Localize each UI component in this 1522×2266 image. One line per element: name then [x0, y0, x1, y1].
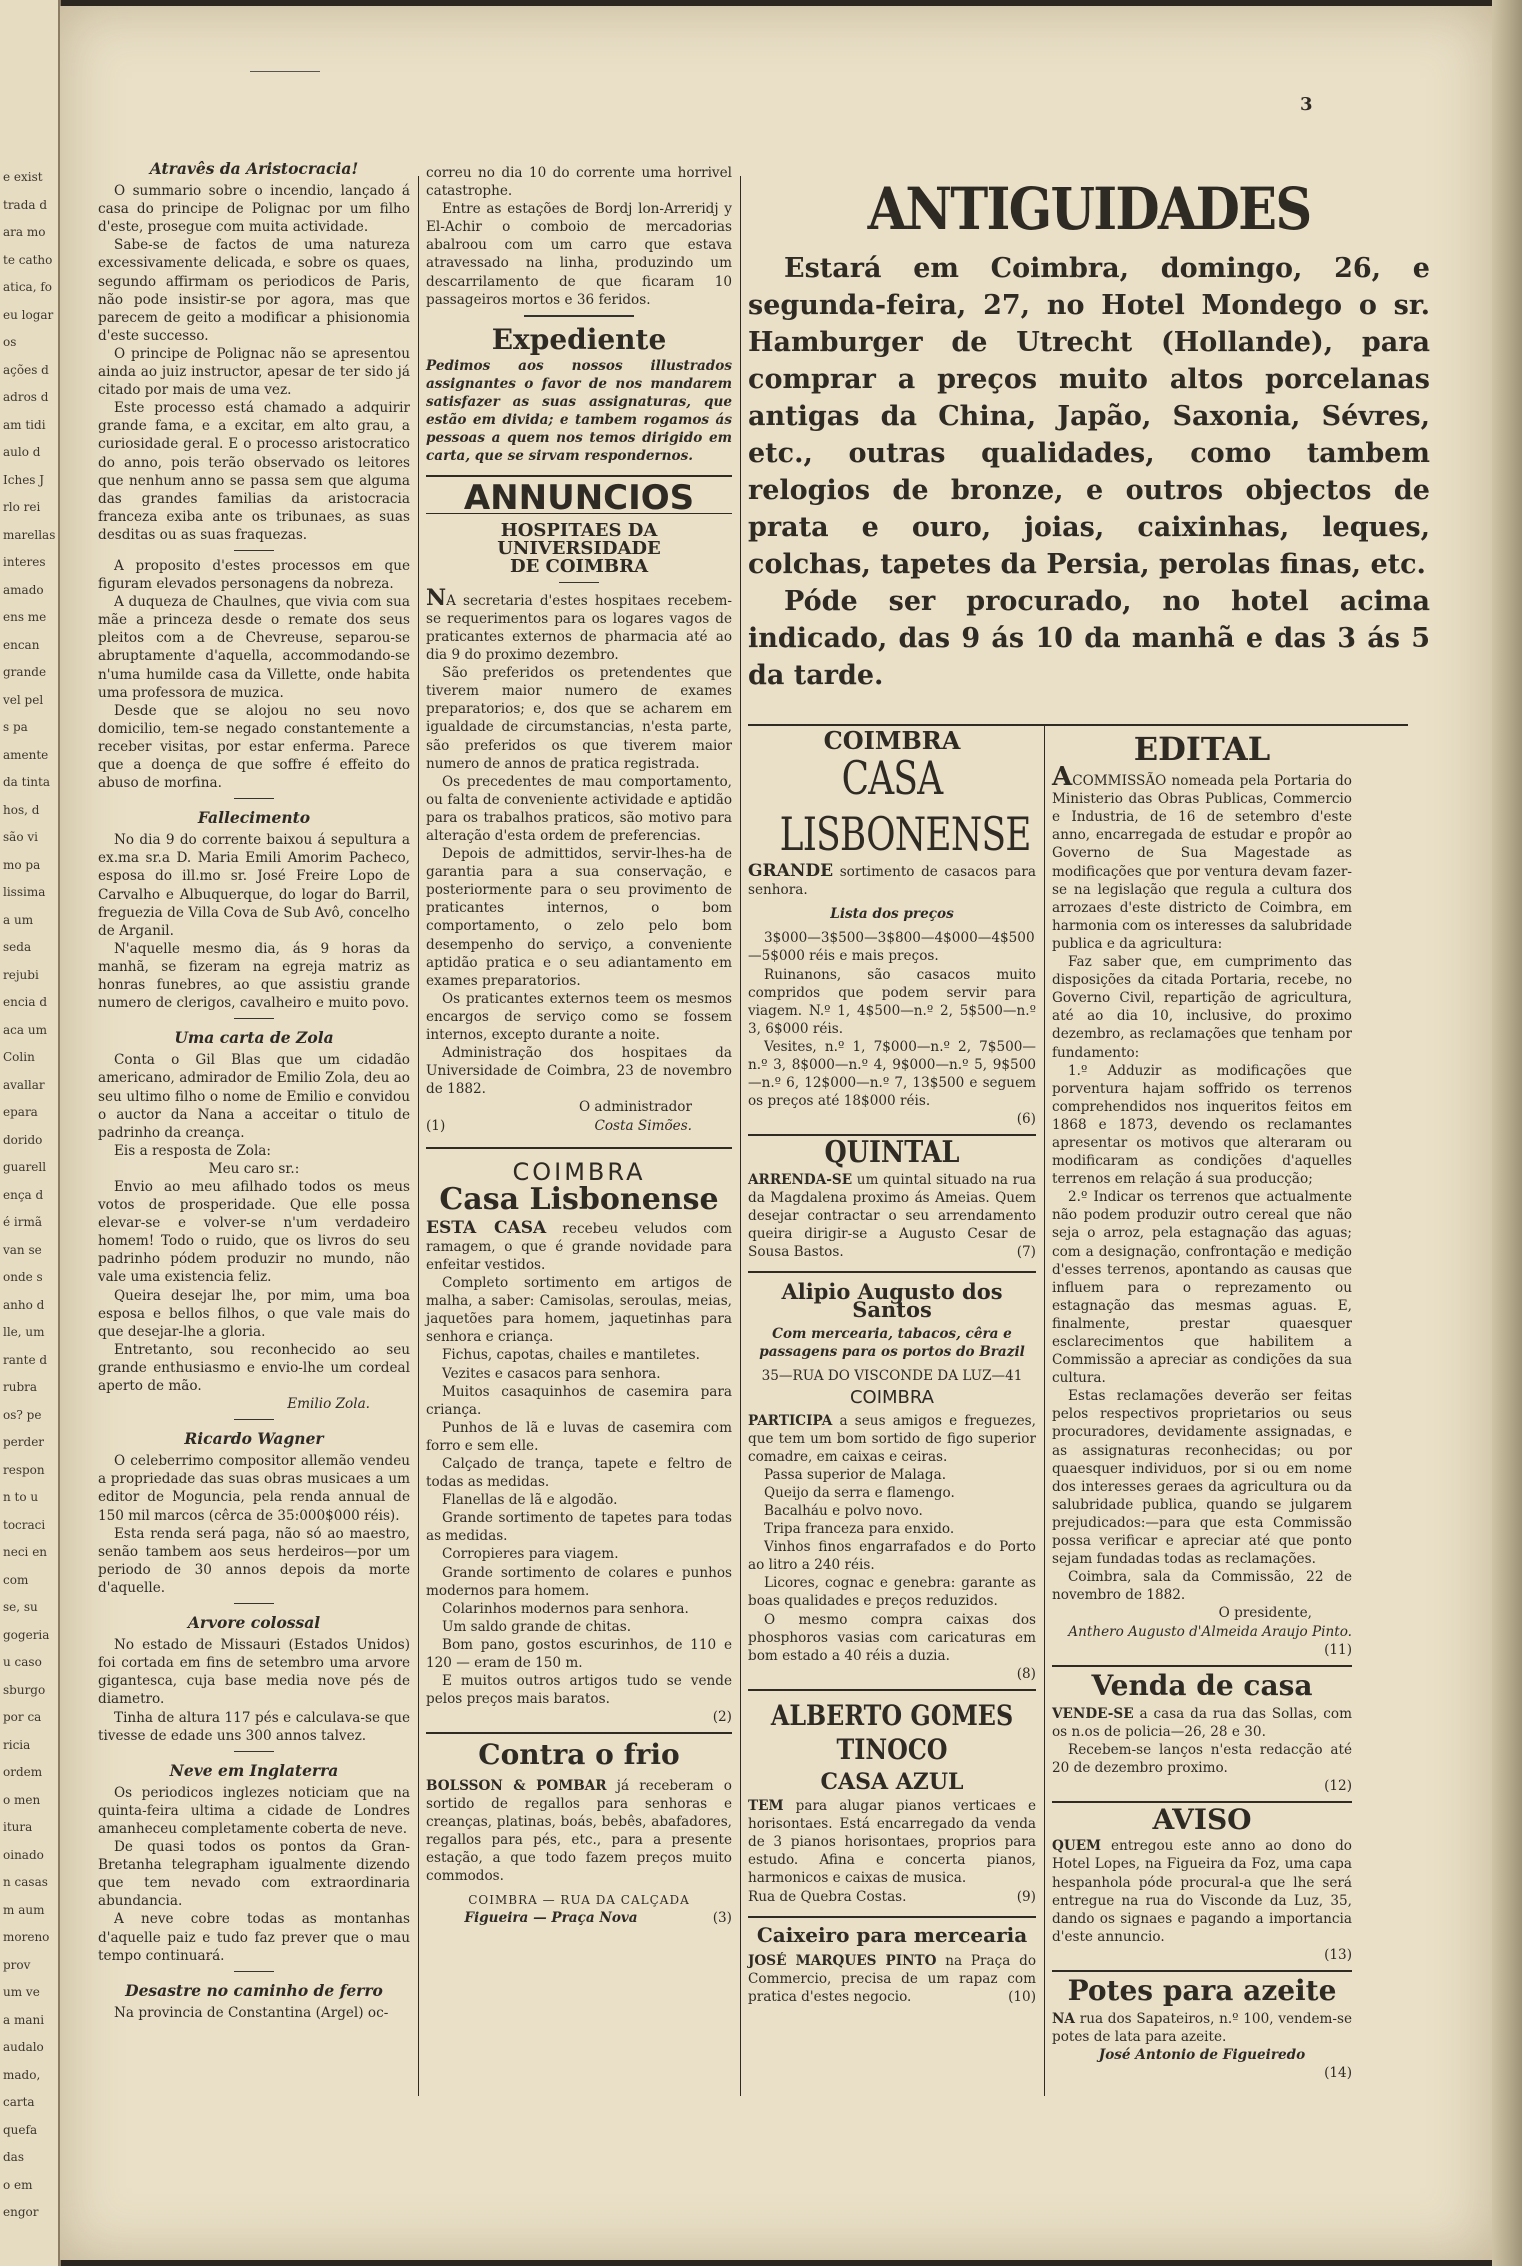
prev-page-fragment: se, su — [3, 1600, 38, 1614]
address: 35—RUA DO VISCONDE DA LUZ—41 — [761, 1368, 1023, 1385]
page-edge — [1492, 0, 1522, 2266]
prev-page-fragment: o men — [3, 1792, 41, 1807]
paragraph: Entre as estações de Bordj lon-Arreridj y El-Achir o comboio de mercadorias abalroou com um carro que estava atravessado na linha, produzindo um descarrilamento de que ficaram 10 passageiros mortos e 36 feridos. — [426, 201, 732, 308]
paragraph: na Praça do Commercio, precisa de um rapaz com pratica d'estes negocio. — [748, 1952, 1036, 2005]
ad-number: (2) — [712, 1709, 732, 1726]
list-item: Colarinhos modernos para senhora. — [442, 1600, 689, 1617]
signature: Anthero Augusto d'Almeida Araujo Pinto. — [1068, 1623, 1352, 1640]
column-rule — [740, 176, 741, 2096]
prev-page-fragment: respon — [3, 1462, 45, 1477]
paragraph: um quintal situado na rua da Magdalena proximo ás Ameias. Quem desejar contractar o seu arrendamento queira dirigir-se a Augusto Cesar de Sousa Bastos. — [748, 1171, 1036, 1260]
tinoco-title: ALBERTO GOMES — [770, 1698, 1014, 1732]
rule — [426, 475, 732, 477]
paragraph: O principe de Polignac não se apresentou ainda ao juiz instructor, apesar de ter sido já citado por mais de uma vez. — [98, 345, 410, 399]
ad-number: (12) — [1324, 1778, 1352, 1795]
prev-page-fragment: rante d — [3, 1352, 48, 1367]
paragraph: Completo sortimento em artigos de malha, a saber: Camisolas, seroulas, meias, jaquetões para homem, jaquetinhas para senhora e criança. — [426, 1275, 732, 1346]
paragraph: COMMISSÃO nomeada pela Portaria do Ministerio das Obras Publicas, Commercio e Industria, de 16 de setembro d'este anno, encarregada de estudar e propôr ao Governo de Sua Magestade as modificações que por ventura devam fazer-se na legislação que regula a cultura dos arrozaes d'este districto de Coimbra, em harmonia com os interesses da salubridade publica e da agricultura: — [1052, 773, 1352, 952]
column-rule — [1044, 726, 1045, 2096]
zola-title: Uma carta de Zola — [174, 1028, 334, 1048]
ad-number: (7) — [1016, 1243, 1036, 1260]
paragraph: Esta renda será paga, não só ao maestro, senão tambem aos seus herdeiros—por um periodo de 30 annos depois da morte d'aquelle. — [98, 1525, 410, 1596]
casa-city: COIMBRA — [512, 1157, 646, 1186]
rule — [1052, 1665, 1352, 1667]
fallecimento-title: Fallecimento — [197, 808, 311, 828]
casa2-city: COIMBRA — [823, 726, 961, 755]
paragraph: já receberam o sortido de regallos para senhoras e creanças, platinas, boás, bebês, abafadores, regallos para pés, etc., para a presente estação, a que todo fazem preços muito commodos. — [426, 1777, 732, 1884]
prev-page-fragment: aca um — [3, 1022, 47, 1037]
column-4 — [1052, 728, 1352, 2082]
separator — [234, 1018, 274, 1019]
paragraph: a seus amigos e freguezes, que tem um bom sortido de figo superior comadre, em caixas e ceiras. — [748, 1412, 1036, 1465]
lead: ESTA CASA — [426, 1217, 547, 1238]
paragraph: sortimento de casacos para senhora. — [748, 864, 1037, 899]
lead: VENDE-SE — [1052, 1705, 1134, 1722]
list-item: Um saldo grande de chitas. — [442, 1618, 632, 1635]
lead: PARTICIPA — [748, 1412, 833, 1429]
frio-title: Contra o frio — [478, 1738, 680, 1772]
ad-number: (10) — [1008, 1988, 1036, 2005]
prev-page-fragment: e exist — [3, 170, 43, 184]
paragraph: A duqueza de Chaulnes, que vivia com sua mãe a princeza desde o remate dos seus pleitos com a de Chevreuse, separou-se abruptamente d'aquella, accommodando-se n'uma humilde casa da Villette, onde habita uma professora de muzica. — [98, 594, 410, 701]
list-item: Tripa franceza para enxido. — [764, 1521, 955, 1538]
prev-page-fragment: hos, d — [3, 802, 40, 817]
prev-page-fragment: da tinta — [3, 775, 51, 789]
prev-page-fragment: perder — [3, 1435, 45, 1449]
top-mark — [250, 71, 320, 72]
prev-page-fragment: seda — [3, 940, 32, 954]
prev-page-fragment: a um — [3, 912, 34, 927]
prev-page-fragment: são vi — [3, 830, 38, 844]
signature: José Antonio de Figueiredo — [1098, 2047, 1306, 2064]
separator — [234, 798, 274, 799]
column-1 — [98, 156, 410, 2022]
prev-page-fragment: ença d — [3, 1187, 44, 1202]
prev-page-fragment: Iches J — [3, 472, 45, 487]
edital-title: EDITAL — [1133, 730, 1271, 768]
lead: QUEM — [1052, 1838, 1102, 1855]
paragraph: Envio ao meu afilhado todos os meus votos de prosperidade. Que elle possa elevar-se e volver-se n'um verdadeiro homem! Todo o ruido, que os livros do seu padrinho pódem produzir no mundo, não vale uma existencia feliz. — [98, 1178, 410, 1286]
ad-number: (14) — [1324, 2065, 1352, 2082]
paragraph: O presidente, — [1218, 1605, 1312, 1622]
paragraph: Vesites, n.º 1, 7$000—n.º 2, 7$500—n.º 3, 8$000—n.º 4, 9$000—n.º 5, 9$500—n.º 6, 12$000—n.º 7, 13$500 e seguem os preços até 18$000 réis. — [748, 1038, 1036, 1110]
dropcap: A — [1052, 762, 1073, 793]
antiguidades-text-2: Póde ser procurado, no hotel acima indicado, das 9 ás 10 da manhã e das 3 ás 5 da tarde. — [748, 586, 1430, 691]
paragraph: recebeu veludos com ramagem, o que é grande novidade para enfeitar vestidos. — [426, 1220, 732, 1273]
tinoco-title-2: TINOCO — [836, 1732, 948, 1766]
paragraph: No dia 9 do corrente baixou á sepultura a ex.ma sr.a D. Maria Emili Amorim Pacheco, esposa do ill.mo sr. José Freire Lopo de Carvalho e Albuquerque, do logar do Barril, freguezia de Villa Cova de Sub Avô, concelho de Arganil. — [98, 832, 410, 939]
separator — [234, 1971, 274, 1972]
paragraph: Faz saber que, em cumprimento das disposições da citada Portaria, recebe, no Governo Civil, repartição de agricultura, até ao dia 10, inclusive, do proximo dezembro, as reclamações que tenham por fundamento: — [1052, 954, 1352, 1061]
paragraph: entregou este anno ao dono do Hotel Lopes, na Figueira da Foz, uma capa hespanhola póde procural-a que lhe será entregue na rua do Visconde da Luz, 35, dando os signaes e pagando a importancia d'este annuncio. — [1052, 1838, 1352, 1945]
paragraph: rua dos Sapateiros, n.º 100, vendem-se potes de lata para azeite. — [1052, 2011, 1352, 2046]
paragraph: Entretanto, sou reconhecido ao seu grande enthusiasmo e envio-lhe um cordeal aperto de mão. — [98, 1341, 410, 1394]
prev-page-fragment: encia d — [3, 995, 48, 1009]
caixeiro-title: Caixeiro para mercearia — [756, 1922, 1028, 1947]
list-item: Punhos de lã e luvas de casemira com forro e sem elle. — [426, 1419, 732, 1454]
aviso-title: AVISO — [1152, 1803, 1252, 1837]
prev-page-fragment: n to u — [3, 1490, 39, 1504]
list-item: Fichus, capotas, chailes e mantiletes. — [442, 1347, 700, 1364]
subheading: Lista dos preços — [830, 906, 954, 923]
antiguidades-title: ANTIGUIDADES — [867, 175, 1311, 243]
list-item: Vezites e casacos para senhora. — [442, 1365, 661, 1382]
paragraph: No estado de Missauri (Estados Unidos) foi cortada em fins de setembro uma arvore gigantesca, cuja base media nove pés de diametro. — [98, 1637, 410, 1708]
prev-page-fragment: moreno — [3, 1930, 50, 1944]
antiguidades-block — [748, 176, 1430, 694]
paragraph: Administração dos hospitaes da Universidade de Coimbra, 23 de novembro de 1882. — [426, 1045, 732, 1098]
prev-page-fragment: aulo d — [3, 445, 41, 459]
paragraph: São preferidos os pretendentes que tiverem maior numero de exames preparatorios; e, dos que se acharem em igualdade de circumstancias, n'esta parte, são preferidos os que tiverem maior numero de annos de pratica registrada. — [426, 665, 732, 772]
list-item: Grande sortimento de colares e punhos modernos para homem. — [426, 1564, 732, 1599]
desastre-title: Desastre no caminho de ferro — [125, 1980, 383, 2000]
potes-title: Potes para azeite — [1067, 1974, 1337, 2007]
paragraph: 1.º Adduzir as modificações que porventura hajam soffrido os terrenos comprehendidos nos inqueritos feitos em 1868 e 1873, devendo os reclamantes apresentar os motivos que alteraram ou modificaram as condições d'aquelles terrenos em relação á sua producção; — [1052, 1062, 1352, 1188]
list-item: Calçado de trança, tapete e feltro de todas as medidas. — [426, 1456, 732, 1491]
list-item: Muitos casaquinhos de casemira para criança. — [426, 1383, 732, 1418]
ad-number: (1) — [426, 1117, 446, 1134]
paragraph: Desde que se alojou no seu novo domicilio, tem-se negado constantemente a receber visitas, por estar enferma. Parece que a doença de que soffre é effeito do abuso de morfina. — [98, 702, 410, 792]
paragraph: Os periodicos inglezes noticiam que na quinta-feira ultima a cidade de Londres amanheceu completamente coberta de neve. — [98, 1784, 410, 1837]
list-item: E muitos outros artigos tudo se vende pelos preços mais baratos. — [426, 1673, 732, 1708]
paragraph: Os praticantes externos teem os mesmos encargos de serviço como se fossem internos, excepto durante a noite. — [426, 990, 732, 1044]
column-rule — [418, 176, 419, 2096]
column-2 — [426, 164, 732, 1927]
aristocracia-title: Atravês da Aristocracia! — [149, 159, 359, 178]
prev-page-fragment: lle, um — [3, 1325, 45, 1339]
ad-number: (13) — [1324, 1946, 1352, 1963]
hospitaes-title: HOSPITAES DA UNIVERSIDADE — [497, 519, 661, 559]
prev-page-fragment: vel pel — [3, 692, 44, 707]
signature: Emilio Zola. — [287, 1396, 370, 1413]
prev-page-fragment: interes — [3, 555, 46, 569]
prev-page-fragment: um ve — [3, 1985, 40, 1999]
prev-page-fragment: ricia — [3, 1737, 31, 1752]
prev-page-fragment: epara — [3, 1105, 38, 1119]
prev-page-fragment: marellas — [3, 527, 56, 542]
prev-page-fragment: é irmã — [3, 1215, 43, 1229]
arvore-title: Arvore colossal — [187, 1613, 321, 1633]
paragraph: Coimbra, sala da Commissão, 22 de novembro de 1882. — [1052, 1569, 1352, 1604]
prev-page-fragment: gogeria — [3, 1627, 50, 1642]
ad-number: (6) — [1016, 1111, 1036, 1128]
paragraph: A proposito d'estes processos em que figuram elevados personagens da nobreza. — [98, 557, 410, 593]
paragraph: para alugar pianos verticaes e horisontaes. Está encarregado da venda de 3 pianos horisontaes, proprios para estudo. Afina e concerta pianos, harmonicos e caixas de musica. — [748, 1798, 1036, 1887]
prev-page-fragment: lissima — [3, 885, 46, 899]
hospitaes-title-2: DE COIMBRA — [509, 555, 649, 577]
prev-page-fragment: van se — [3, 1242, 42, 1257]
prev-page-fragment: mado, — [3, 2067, 41, 2082]
list-item: O mesmo compra caixas dos phosphoros vasias com caricaturas em bom estado a 40 réis a duzia. — [748, 1611, 1036, 1664]
tinoco-house: CASA AZUL — [820, 1768, 964, 1795]
paragraph: De quasi todos os pontos da Gran-Bretanha telegrapham igualmente dizendo que tem nevado com extraordinaria abundancia. — [98, 1839, 410, 1910]
paragraph: Na provincia de Constantina (Argel) oc- — [114, 2004, 389, 2021]
prev-page-fragment: te catho — [3, 252, 53, 267]
rule — [426, 1147, 732, 1149]
prev-page-fragment: eu logar — [3, 307, 54, 322]
ad-number: (8) — [1016, 1665, 1036, 1682]
ad-number: (11) — [1324, 1641, 1352, 1658]
list-item: Bacalháu e polvo novo. — [764, 1503, 923, 1519]
signature: Costa Simões. — [594, 1117, 692, 1134]
list-item: Flanellas de lã e algodão. — [442, 1492, 618, 1509]
prev-page-fragment: com — [3, 1572, 29, 1587]
prev-page-fragment: adros d — [3, 390, 49, 404]
paragraph: Queira desejar lhe, por mim, uma boa esposa e bellos filhos, o que vale mais do que desejar-lhe a gloria. — [98, 1287, 410, 1340]
antiguidades-text: Estará em Coimbra, domingo, 26, e segunda-feira, 27, no Hotel Mondego o sr. Hamburger de Utrecht (Hollande), para comprar a preços muito altos porcelanas antigas da China, Japão, Saxonia, Sévres, etc., outras qualidades, como tambem relogios de bronze, e outros objectos de prata e ouro, joias, caixinhas, leques, colchas, tapetes da Persia, perolas finas, etc. — [748, 253, 1430, 580]
prev-page-fragment: engor — [3, 2205, 39, 2219]
casa2-title: CASA LISBONENSE — [779, 751, 1031, 862]
prev-page-fragment: a mani — [3, 2012, 45, 2027]
separator — [234, 550, 274, 551]
previous-page-edge — [0, 0, 61, 2266]
prev-page-fragment: itura — [3, 1820, 33, 1834]
paragraph: A secretaria d'estes hospitaes recebem-se requerimentos para os logares vagos de praticantes externos de pharmacia até ao dia 9 do proximo dezembro. — [426, 592, 732, 664]
prev-page-fragment: rejubi — [3, 967, 39, 982]
lead: TEM — [748, 1798, 784, 1815]
prev-page-fragment: o em — [3, 2177, 33, 2192]
expediente-body: Pedimos aos nossos illustrados assignantes o favor de nos mandarem satisfazer as suas assignaturas, que estão em divida; e tambem rogamos ás pessoas a quem nos temos dirigido em carta, que se sirvam respondernos. — [426, 357, 732, 465]
prev-page-fragment: das — [3, 2150, 24, 2164]
prev-page-fragment: atica, fo — [3, 280, 52, 294]
prev-page-fragment: ações d — [3, 362, 49, 377]
separator — [234, 1603, 274, 1604]
prev-page-fragment: ordem — [3, 1765, 43, 1779]
city: COIMBRA — [849, 1387, 934, 1409]
prev-page-fragment: os? pe — [3, 1407, 42, 1422]
prev-page-fragment: oinado — [3, 1847, 44, 1862]
prev-page-fragment: n casas — [3, 1875, 48, 1889]
lead: BOLSSON & POMBAR — [426, 1777, 607, 1794]
lead: GRANDE — [748, 861, 834, 882]
venda-title: Venda de casa — [1091, 1668, 1313, 1702]
prev-page-fragment: dorido — [3, 1132, 43, 1147]
prev-page-fragment: encan — [3, 637, 40, 652]
prev-page-fragment: am tidi — [3, 417, 46, 432]
casa-title: Casa Lisbonense — [439, 1181, 719, 1217]
prev-page-fragment: m aum — [3, 1902, 45, 1917]
paragraph: O celeberrimo compositor allemão vendeu a propriedade das suas obras musicaes a um editor de Moguncia, pela renda annual de 150 mil marcos (cêrca de 35:000$000 réis). — [98, 1453, 410, 1524]
rule — [748, 1689, 1036, 1691]
subheading: Com mercearia, tabacos, cêra e passagens para os portos do Brazil — [759, 1326, 1025, 1361]
paragraph: Sabe-se de factos de uma natureza excessivamente delicada, e sobre os quaes, segundo affirmam os periodicos de Paris, não pode insistir-se por agora, mas que parecem de geito a modificar a phisionomia d'este successo. — [98, 237, 410, 344]
prev-page-fragment: avallar — [3, 1077, 45, 1092]
ornament — [524, 315, 634, 317]
rule — [426, 1732, 732, 1734]
prev-page-fragment: mo pa — [3, 857, 41, 872]
prev-page-fragment: amente — [3, 747, 49, 762]
expediente-title: Expediente — [491, 322, 667, 356]
prev-page-fragment: amado — [3, 582, 44, 597]
prev-page-fragment: rlo rei — [3, 500, 41, 514]
lead: ARRENDA-SE — [748, 1171, 853, 1188]
prev-page-fragment: grande — [3, 665, 47, 679]
paragraph: a casa da rua das Sollas, com os n.os de policia—26, 28 e 30. — [1052, 1705, 1352, 1740]
paragraph: O administrador — [578, 1099, 692, 1116]
annuncios-title: ANNUNCIOS — [463, 478, 695, 519]
paragraph: Este processo está chamado a adquirir grande fama, e a excitar, em alto grau, a curiosidade geral. E o processo aristocratico do anno, pois terão observado os leitores que nenhum anno se passa sem que alguma das grandes familias da aristocracia franceza exiba ante os tribunaes, as suas desditas ou as suas fraquezas. — [98, 400, 410, 543]
alipio-title: Alipio Augusto dos Santos — [781, 1278, 1003, 1323]
prev-page-fragment: ens me — [3, 610, 47, 624]
paragraph: 3$000—3$500—3$800—4$000—4$500—5$000 réis e mais preços. — [748, 930, 1035, 965]
rule — [1052, 1970, 1352, 1972]
paragraph: Tinha de altura 117 pés e calculava-se que tivesse de edade uns 300 annos talvez. — [98, 1709, 410, 1744]
separator — [234, 1751, 274, 1752]
paragraph: Meu caro sr.: — [208, 1160, 300, 1177]
neve-title: Neve em Inglaterra — [169, 1760, 339, 1780]
address-2: Figueira — Praça Nova — [464, 1910, 638, 1927]
paragraph: Depois de admittidos, servir-lhes-ha de garantia para a sua conservação, e posteriormente para o seu provimento de praticantes internos, o bom comportamento, o zelo pelo bom desempenho do serviço, a conveniente aptidão pratica e o seu adiantamento em exames preparatorios. — [426, 846, 732, 989]
page-number: 3 — [1300, 94, 1313, 115]
quintal-title: QUINTAL — [824, 1135, 960, 1171]
prev-page-fragment: carta — [3, 2095, 35, 2109]
paragraph: Eis a resposta de Zola: — [114, 1142, 271, 1159]
paragraph: N'aquelle mesmo dia, ás 9 horas da manhã, se fizeram na egreja matriz as honras funebres, ao que assistiu grande numero de clerigos, cavalheiro e muito povo. — [98, 940, 410, 1012]
prev-page-fragment: trada d — [3, 197, 48, 212]
paragraph: 2.º Indicar os terrenos que actualmente não podem produzir outro cereal que não seja o arroz, pela estagnação das aguas; com a designação, confrontação e medição d'esses terrenos, apontando as causas que influem para o reprezamento ou estagnação das mesmas aguas. E, finalmente, prestar quaesquer esclarecimentos que habilitem a Commissão a apreciar as condições da sua cultura. — [1052, 1189, 1352, 1387]
paragraph: Estas reclamações deverão ser feitas pelos respectivos proprietarios ou seus procuradores, devidamente assignadas, e as assignaturas reconhecidas; ou por quaesquer individuos, por si ou em nome dos interesses geraes da agricultura ou da salubridade publica, quando se julgarem prejudicados:—para que esta Commissão possa verificar e apreciar até que ponto sejam fundadas todas as reclamações. — [1052, 1388, 1352, 1568]
wagner-title: Ricardo Wagner — [184, 1429, 324, 1449]
prev-page-fragment: audalo — [3, 2040, 44, 2054]
ad-number: (3) — [712, 1910, 732, 1927]
ad-number: (9) — [1016, 1888, 1036, 1905]
list-item: Licores, cognac e genebra: garante as boas qualidades e preços reduzidos. — [748, 1575, 1036, 1610]
rule — [748, 1271, 1036, 1273]
dropcap: N — [426, 584, 447, 611]
prev-page-fragment: sburgo — [3, 1682, 46, 1697]
list-item: Bom pano, gostos escurinhos, de 110 e 120 — eram de 150 m. — [426, 1636, 732, 1672]
prev-page-fragment: quefa — [3, 2122, 38, 2137]
prev-page-fragment: u caso — [3, 1655, 42, 1669]
newspaper-page — [60, 6, 1492, 2260]
list-item: Passa superior de Malaga. — [764, 1466, 947, 1483]
prev-page-fragment: rubra — [3, 1380, 38, 1394]
separator — [559, 582, 599, 583]
separator — [234, 1419, 274, 1420]
paragraph: Recebem-se lanços n'esta redacção até 20 de dezembro proximo. — [1052, 1741, 1352, 1777]
prev-page-fragment: s pa — [3, 720, 28, 734]
paragraph: Conta o Gil Blas que um cidadão americano, admirador de Emilio Zola, deu ao seu ultimo filho o nome de Emilio e convidou o auctor da Nana a acceitar o titulo de padrinho da creança. — [98, 1052, 410, 1141]
prev-page-fragment: Colin — [3, 1050, 35, 1064]
prev-page-fragment: guarell — [3, 1160, 47, 1174]
lead: JOSÉ MARQUES PINTO — [748, 1952, 937, 1969]
rule — [748, 1916, 1036, 1918]
list-item: Corropieres para viagem. — [442, 1546, 619, 1563]
list-item: Grande sortimento de tapetes para todas as medidas. — [426, 1510, 732, 1545]
paragraph: A neve cobre todas as montanhas d'aquelle paiz e tudo faz prever que o mau tempo continuará. — [98, 1911, 410, 1964]
prev-page-fragment: anho d — [3, 1297, 45, 1312]
address: COIMBRA — RUA DA CALÇADA — [468, 1893, 690, 1908]
prev-page-fragment: neci en — [3, 1545, 48, 1559]
lead: NA — [1052, 2011, 1075, 2028]
prev-page-fragment: ara mo — [3, 225, 46, 239]
prev-page-fragment: os — [3, 335, 17, 349]
address: Rua de Quebra Costas. — [748, 1888, 907, 1905]
paragraph: correu no dia 10 do corrente uma horrivel catastrophe. — [426, 165, 732, 200]
list-item: Vinhos finos engarrafados e do Porto ao litro a 240 réis. — [748, 1539, 1036, 1574]
list-item: Queijo da serra e flamengo. — [764, 1484, 955, 1501]
paragraph: O summario sobre o incendio, lançado á casa do principe de Polignac por um filho d'este, prosegue com muita actividade. — [98, 183, 410, 236]
paragraph: Os precedentes de mau comportamento, ou falta de conveniente actividade e aptidão para os trabalhos praticos, são motivo para alteração d'esta ordem de preferencias. — [426, 773, 732, 844]
prev-page-fragment: onde s — [3, 1270, 43, 1284]
prev-page-fragment: por ca — [3, 1710, 42, 1724]
prev-page-fragment: prov — [3, 1957, 31, 1972]
paragraph: Ruinanons, são casacos muito compridos que podem servir para viagem. N.º 1, 4$500—n.º 2, 5$500—n.º 3, 6$000 réis. — [748, 966, 1036, 1037]
column-3 — [748, 728, 1036, 2006]
prev-page-fragment: tocraci — [3, 1517, 46, 1532]
